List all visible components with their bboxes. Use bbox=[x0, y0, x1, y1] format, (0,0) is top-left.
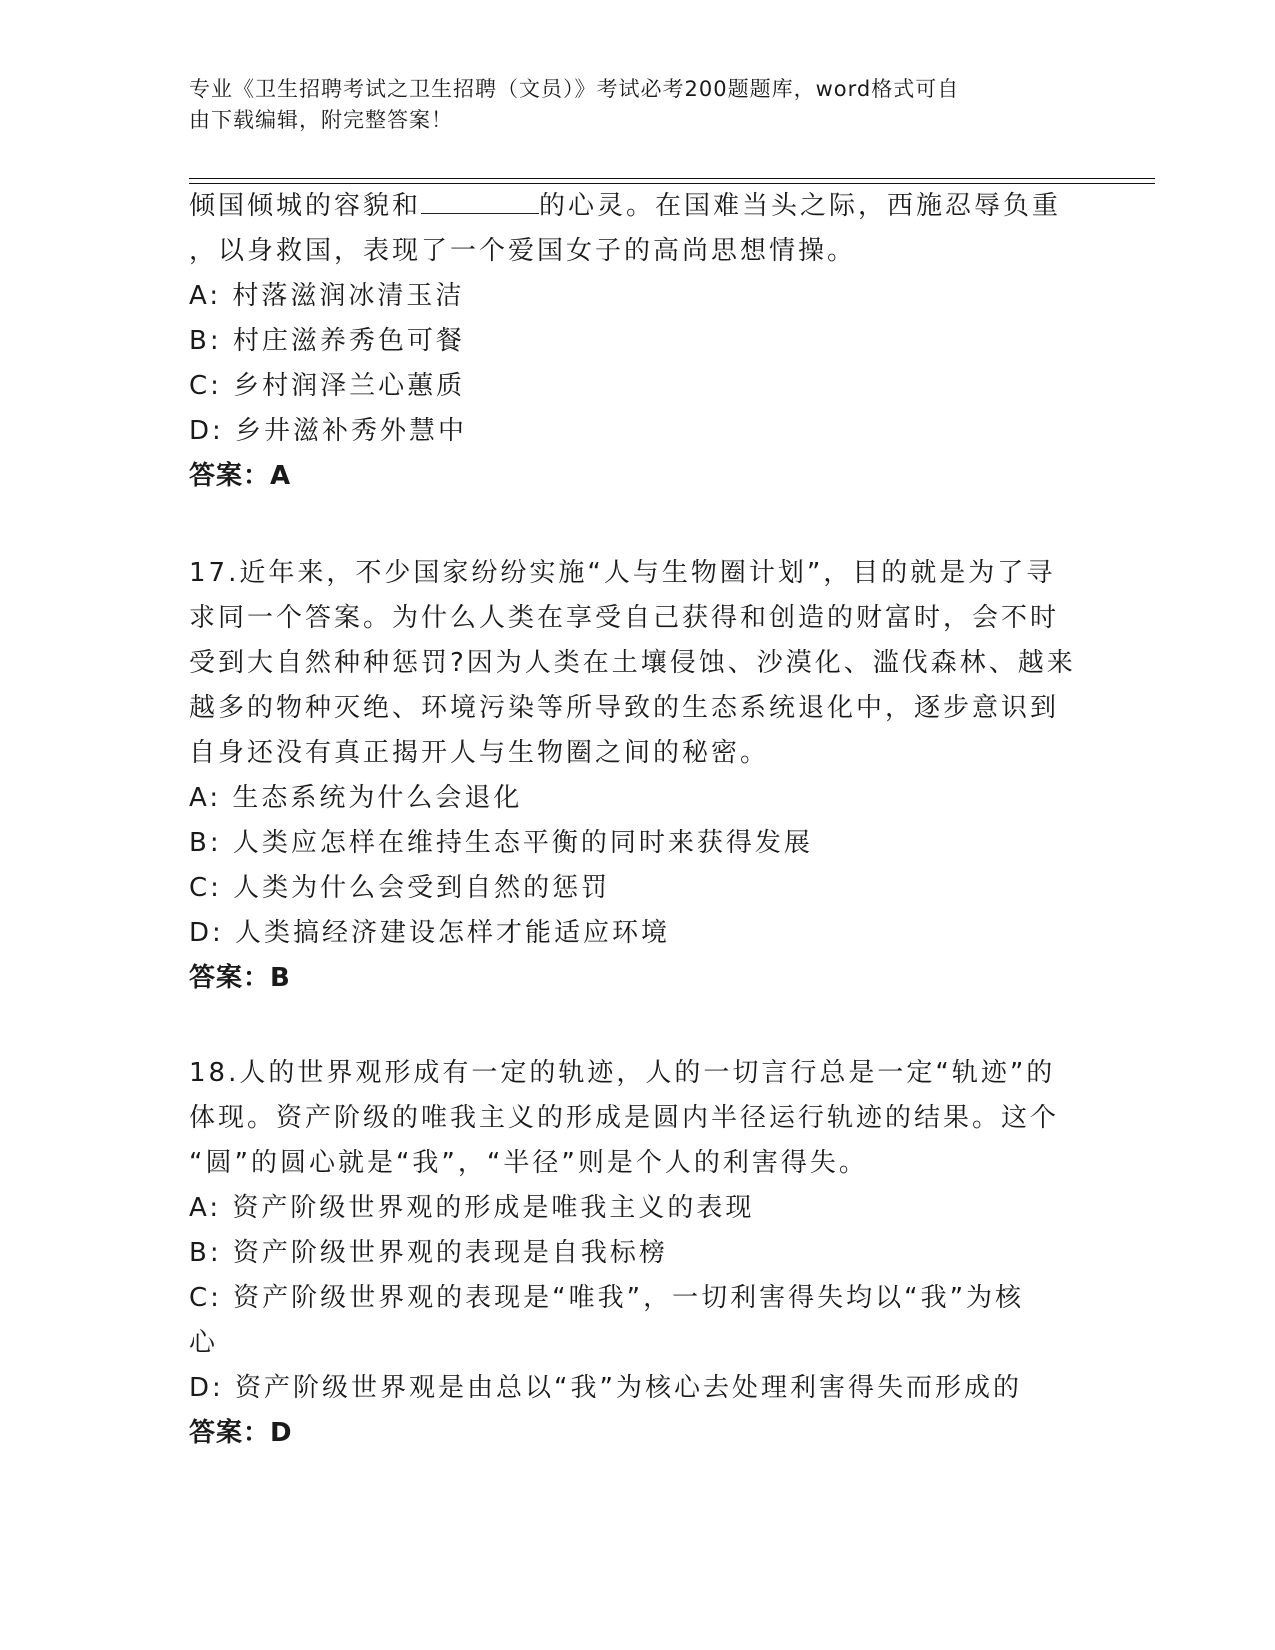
question-17-text-line: 受到大自然种种惩罚?因为人类在土壤侵蚀、沙漠化、滥伐森林、越来 bbox=[189, 648, 1076, 678]
question-18-option-b: B: 资产阶级世界观的表现是自我标榜 bbox=[189, 1238, 668, 1268]
question-18 bbox=[189, 1051, 1089, 1456]
question-16-text-line-1 bbox=[189, 184, 1089, 229]
question-17-option-d: D: 人类搞经济建设怎样才能适应环境 bbox=[189, 918, 671, 948]
question-17-option-b: B: 人类应怎样在维持生态平衡的同时来获得发展 bbox=[189, 828, 813, 858]
question-18-option-c-continued: 心 bbox=[189, 1328, 219, 1358]
question-18-option-a: A: 资产阶级世界观的形成是唯我主义的表现 bbox=[189, 1193, 755, 1223]
question-17-option-a: A: 生态系统为什么会退化 bbox=[189, 783, 523, 813]
question-16-option-a: A: 村落滋润冰清玉洁 bbox=[189, 281, 465, 311]
question-17-option-c: C: 人类为什么会受到自然的惩罚 bbox=[189, 873, 611, 903]
question-18-answer: 答案：D bbox=[189, 1418, 293, 1448]
question-16-option-d: D: 乡井滋补秀外慧中 bbox=[189, 416, 468, 446]
question-16-text-part-2: 的心灵。在国难当头之际，西施忍辱负重 bbox=[539, 191, 1062, 221]
question-16-text-line-2: ，以身救国，表现了一个爱国女子的高尚思想情操。 bbox=[189, 236, 857, 266]
question-16-text-part-1: 倾国倾城的容貌和 bbox=[189, 191, 422, 221]
question-16-option-b: B: 村庄滋养秀色可餐 bbox=[189, 326, 465, 356]
question-17-text-line: 自身还没有真正揭开人与生物圈之间的秘密。 bbox=[189, 738, 770, 768]
fill-in-blank bbox=[421, 185, 539, 214]
question-17-text-line: 17.近年来，不少国家纷纷实施“人与生物圈计划”，目的就是为了寻 bbox=[189, 558, 1056, 588]
header-line-1: 专业《卫生招聘考试之卫生招聘（文员）》考试必考200题题库，word格式可自 bbox=[189, 77, 960, 101]
question-16 bbox=[189, 184, 1089, 499]
question-16-option-c: C: 乡村润泽兰心蕙质 bbox=[189, 371, 466, 401]
question-18-option-d: D: 资产阶级世界观是由总以“我”为核心去处理利害得失而形成的 bbox=[189, 1373, 1022, 1403]
question-16-answer: 答案：A bbox=[189, 461, 292, 491]
header-line-2: 由下载编辑，附完整答案！ bbox=[189, 108, 453, 132]
question-18-option-c: C: 资产阶级世界观的表现是“唯我”，一切利害得失均以“我”为核 bbox=[189, 1283, 1025, 1313]
document-header bbox=[189, 74, 1069, 136]
question-17-answer: 答案：B bbox=[189, 963, 291, 993]
question-17-text-line: 求同一个答案。为什么人类在享受自己获得和创造的财富时，会不时 bbox=[189, 603, 1060, 633]
question-18-text-line: 体现。资产阶级的唯我主义的形成是圆内半径运行轨迹的结果。这个 bbox=[189, 1103, 1060, 1133]
question-18-text-line: “圆”的圆心就是“我”，“半径”则是个人的利害得失。 bbox=[189, 1148, 868, 1178]
header-divider-top bbox=[189, 178, 1155, 179]
question-18-text-line: 18.人的世界观形成有一定的轨迹，人的一切言行总是一定“轨迹”的 bbox=[189, 1058, 1056, 1088]
question-17 bbox=[189, 551, 1089, 1001]
question-17-text-line: 越多的物种灭绝、环境污染等所导致的生态系统退化中，逐步意识到 bbox=[189, 693, 1060, 723]
